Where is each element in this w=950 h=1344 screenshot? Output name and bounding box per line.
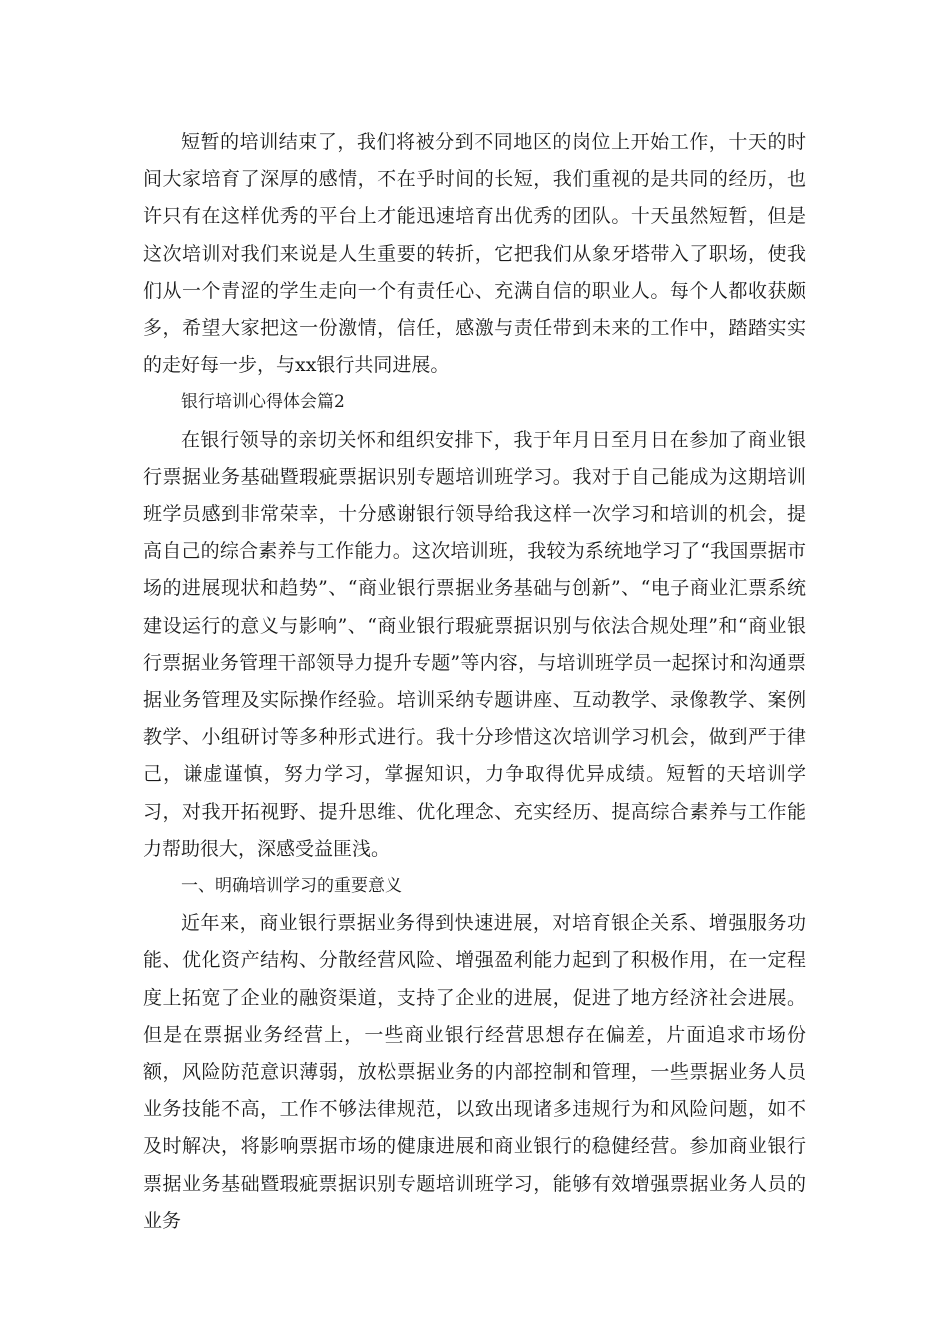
document-body	[143, 124, 806, 1240]
paragraph-training-overview: 在银行领导的亲切关怀和组织安排下，我于年月日至月日在参加了商业银行票据业务基础暨瑕疵票据识别专题培训班学习。我对于自己能成为这期培训班学员感到非常荣幸，十分感谢银行领导给我这样一次学习和培训的机会，提高自己的综合素养与工作能力。这次培训班，我较为系统地学习了“我国票据市场的进展现状和趋势”、“商业银行票据业务基础与创新”、“电子商业汇票系统建设运行的意义与影响”、“商业银行瑕疵票据识别与依法合规处理”和“商业银行票据业务管理干部领导力提升专题”等内容，与培训班学员一起探讨和沟通票据业务管理及实际操作经验。培训采纳专题讲座、互动教学、录像教学、案例教学、小组研讨等多种形式进行。我十分珍惜这次培训学习机会，做到严于律己，谦虚谨慎，努力学习，掌握知识，力争取得优异成绩。短暂的天培训学习，对我开拓视野、提升思维、优化理念、充实经历、提高综合素养与工作能力帮助很大，深感受益匪浅。	[143, 428, 806, 860]
paragraph-bill-business: 近年来，商业银行票据业务得到快速进展，对培育银企关系、增强服务功能、优化资产结构、分散经营风险、增强盈利能力起到了积极作用，在一定程度上拓宽了企业的融资渠道，支持了企业的进展，促进了地方经济社会进展。但是在票据业务经营上，一些商业银行经营思想存在偏差，片面追求市场份额，风险防范意识薄弱，放松票据业务的内部控制和管理，一些票据业务人员业务技能不高，工作不够法律规范，以致出现诸多违规行为和风险问题，如不及时解决，将影响票据市场的健康进展和商业银行的稳健经营。参加商业银行票据业务基础暨瑕疵票据识别专题培训班学习，能够有效增强票据业务人员的业务	[143, 912, 806, 1232]
paragraph-training-conclusion: 短暂的培训结束了，我们将被分到不同地区的岗位上开始工作，十天的时间大家培育了深厚的感情，不在乎时间的长短，我们重视的是共同的经历，也许只有在这样优秀的平台上才能迅速培育出优秀的团队。十天虽然短暂，但是这次培训对我们来说是人生重要的转折，它把我们从象牙塔带入了职场，使我们从一个青涩的学生走向一个有责任心、充满自信的职业人。每个人都收获颇多，希望大家把这一份激情，信任，感激与责任带到未来的工作中，踏踏实实的走好每一步，与xx银行共同进展。	[143, 131, 806, 377]
section-heading-significance: 一、明确培训学习的重要意义	[181, 876, 402, 897]
section-heading-part-2: 银行培训心得体会篇2	[181, 392, 345, 413]
